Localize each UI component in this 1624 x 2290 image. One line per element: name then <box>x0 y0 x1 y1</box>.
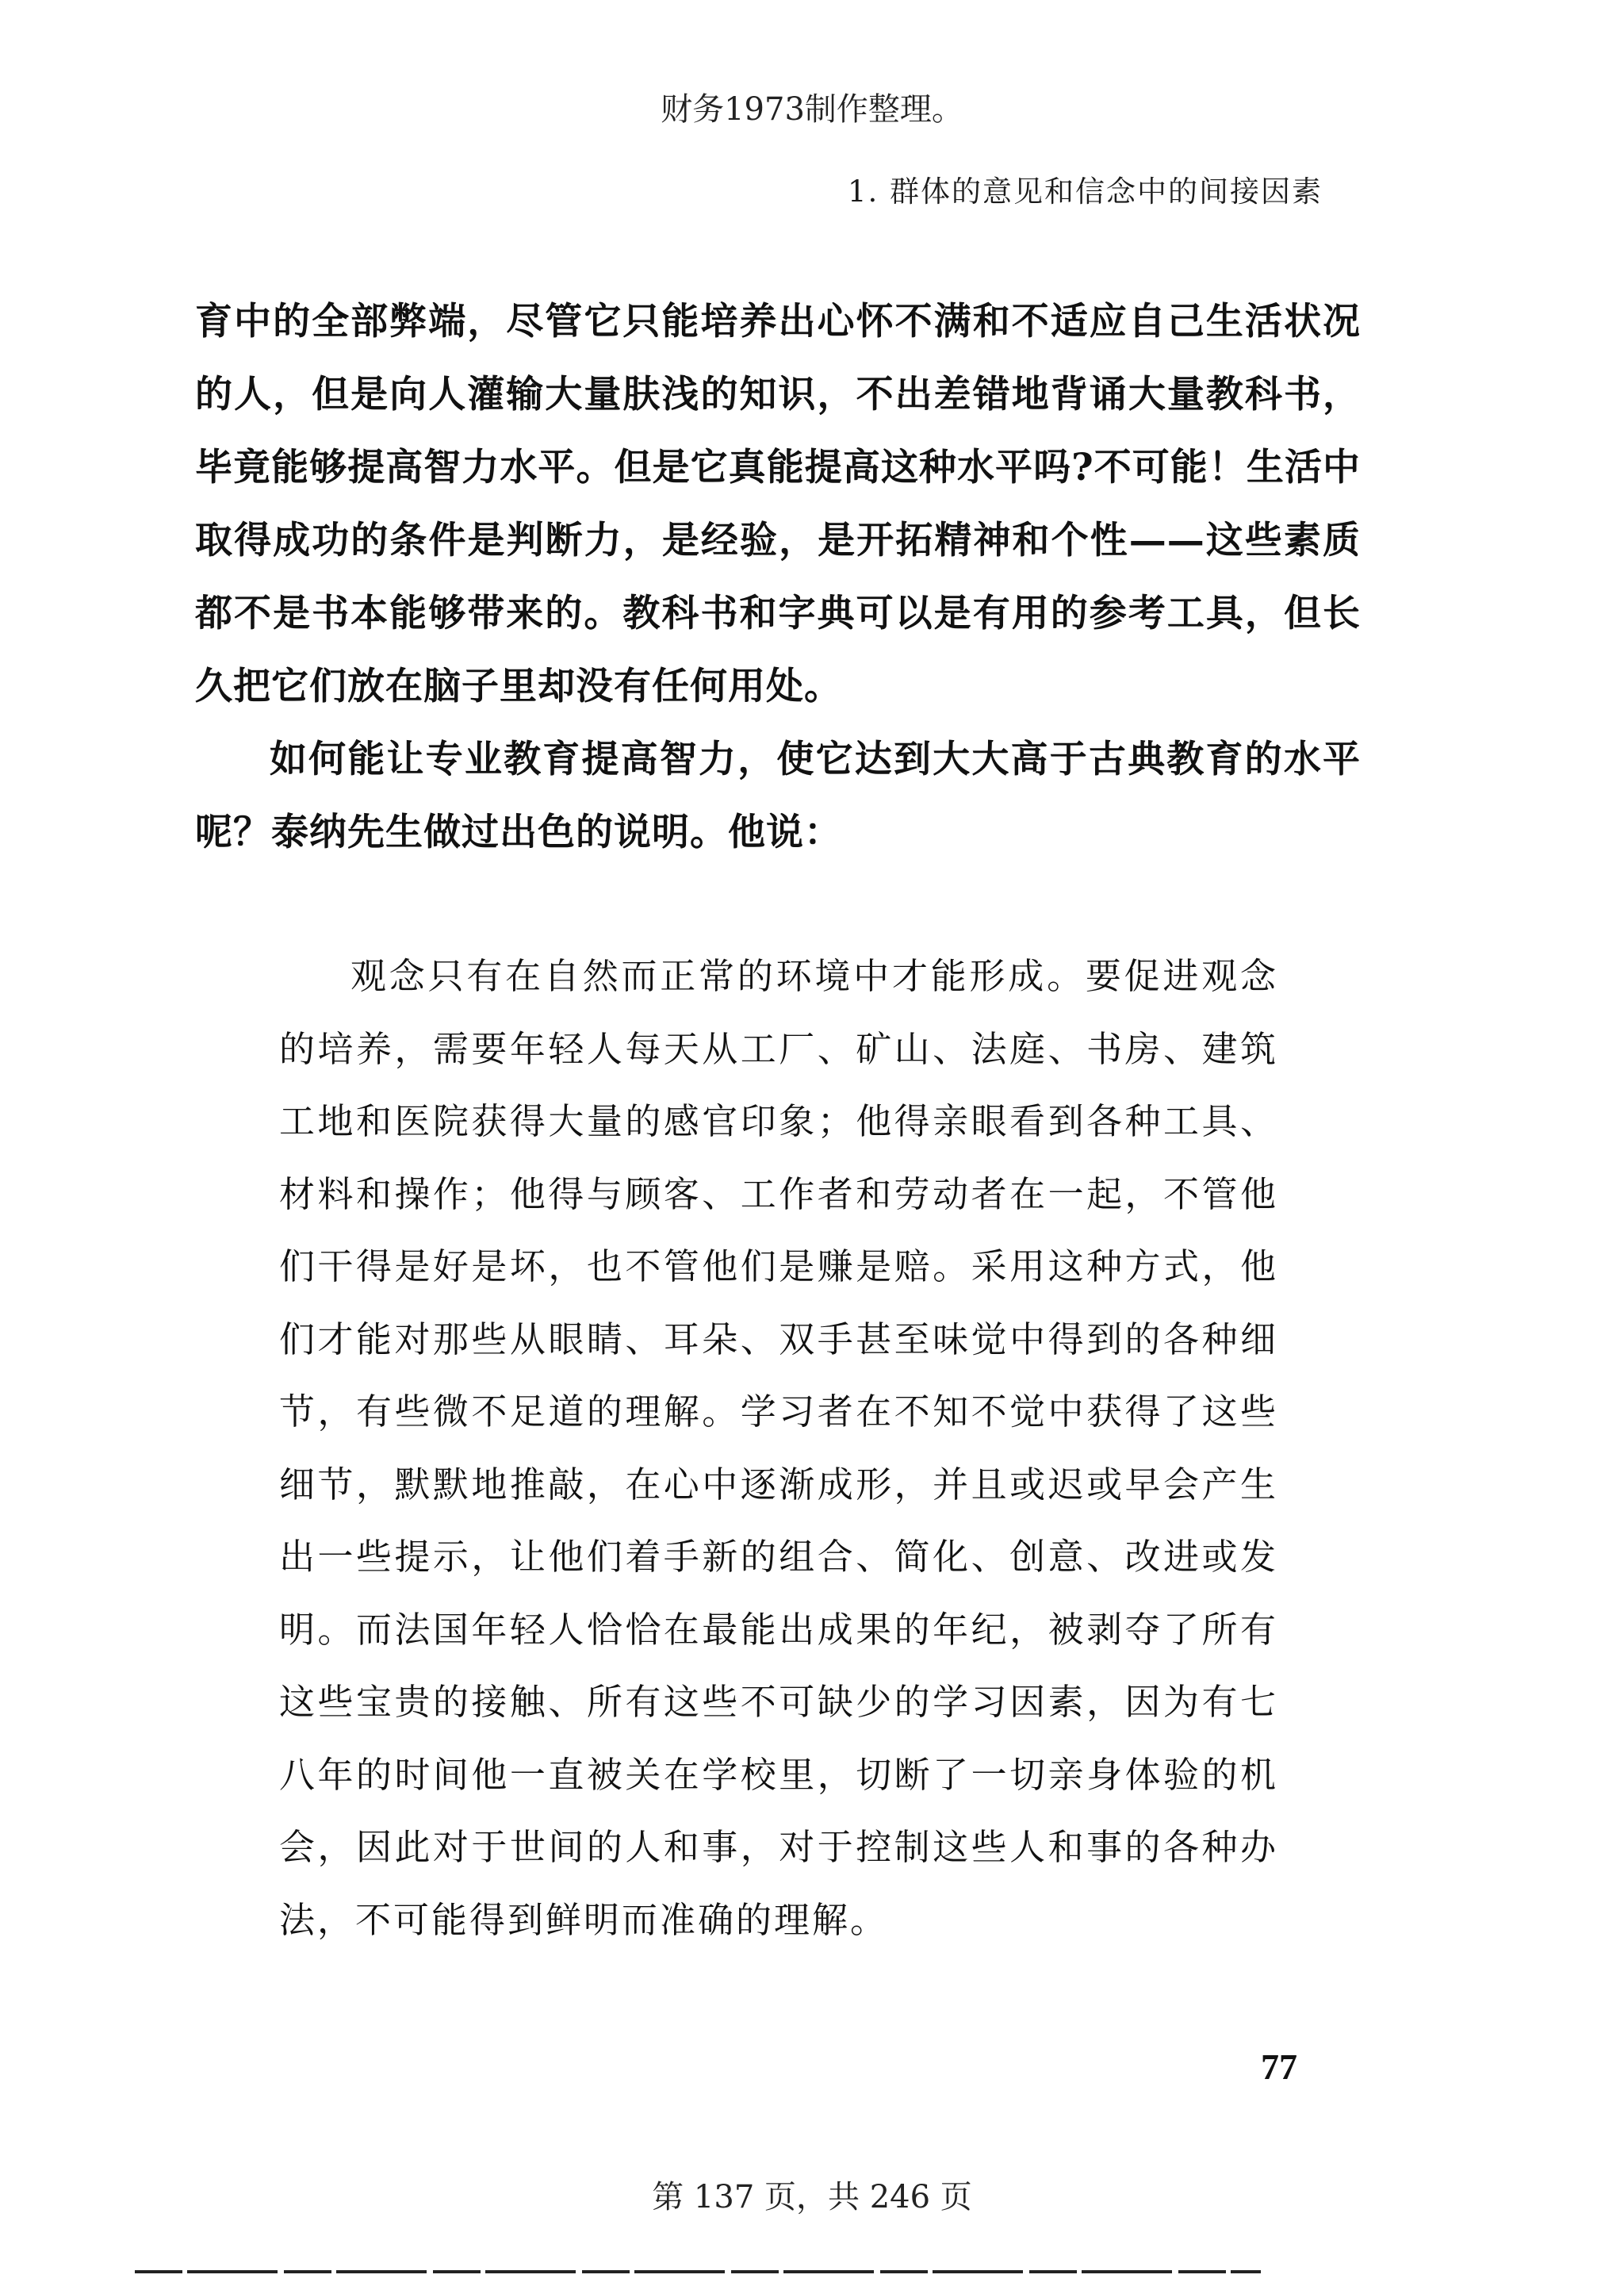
scan-bottom-rule <box>135 2270 1261 2273</box>
running-head: 1. 群体的意见和信念中的间接因素 <box>847 175 1323 209</box>
watermark-text: 财务1973制作整理。 <box>661 91 963 128</box>
page-counter-footer: 第 137 页，共 246 页 <box>652 2179 972 2215</box>
body-paragraph: 如何能让专业教育提高智力，使它达到大大高于古典教育的水平呢？泰纳先生做过出色的说明。他说： <box>195 738 1361 854</box>
body-text <box>195 286 1361 869</box>
quote-paragraph: 观念只有在自然而正常的环境中才能形成。要促进观念的培养，需要年轻人每天从工厂、矿山、法庭、书房、建筑工地和医院获得大量的感官印象；他得亲眼看到各种工具、材料和操作；他得与顾客、工作者和劳动者在一起，不管他们干得是好是坏，也不管他们是赚是赔。采用这种方式，他们才能对那些从眼睛、耳朵、双手甚至味觉中得到的各种细节，有些微不足道的理解。学习者在不知不觉中获得了这些细节，默默地推敲，在心中逐渐成形，并且或迟或早会产生出一些提示，让他们着手新的组合、简化、创意、改进或发明。而法国年轻人恰恰在最能出成果的年纪，被剥夺了所有这些宝贵的接触、所有这些不可缺少的学习因素，因为有七八年的时间他一直被关在学校里，切断了一切亲身体验的机会，因此对于世间的人和事，对于控制这些人和事的各种办法，不可能得到鲜明而准确的理解。 <box>279 955 1278 1941</box>
page-number: 77 <box>1261 2046 1297 2087</box>
block-quote <box>279 940 1278 1956</box>
body-paragraph: 育中的全部弊端，尽管它只能培养出心怀不满和不适应自己生活状况的人，但是向人灌输大量肤浅的知识，不出差错地背诵大量教科书，毕竟能够提高智力水平。但是它真能提高这种水平吗?不可能！生活中取得成功的条件是判断力，是经验，是开拓精神和个性——这些素质都不是书本能够带来的。教科书和字典可以是有用的参考工具，但长久把它们放在脑子里却没有任何用处。 <box>195 300 1361 708</box>
